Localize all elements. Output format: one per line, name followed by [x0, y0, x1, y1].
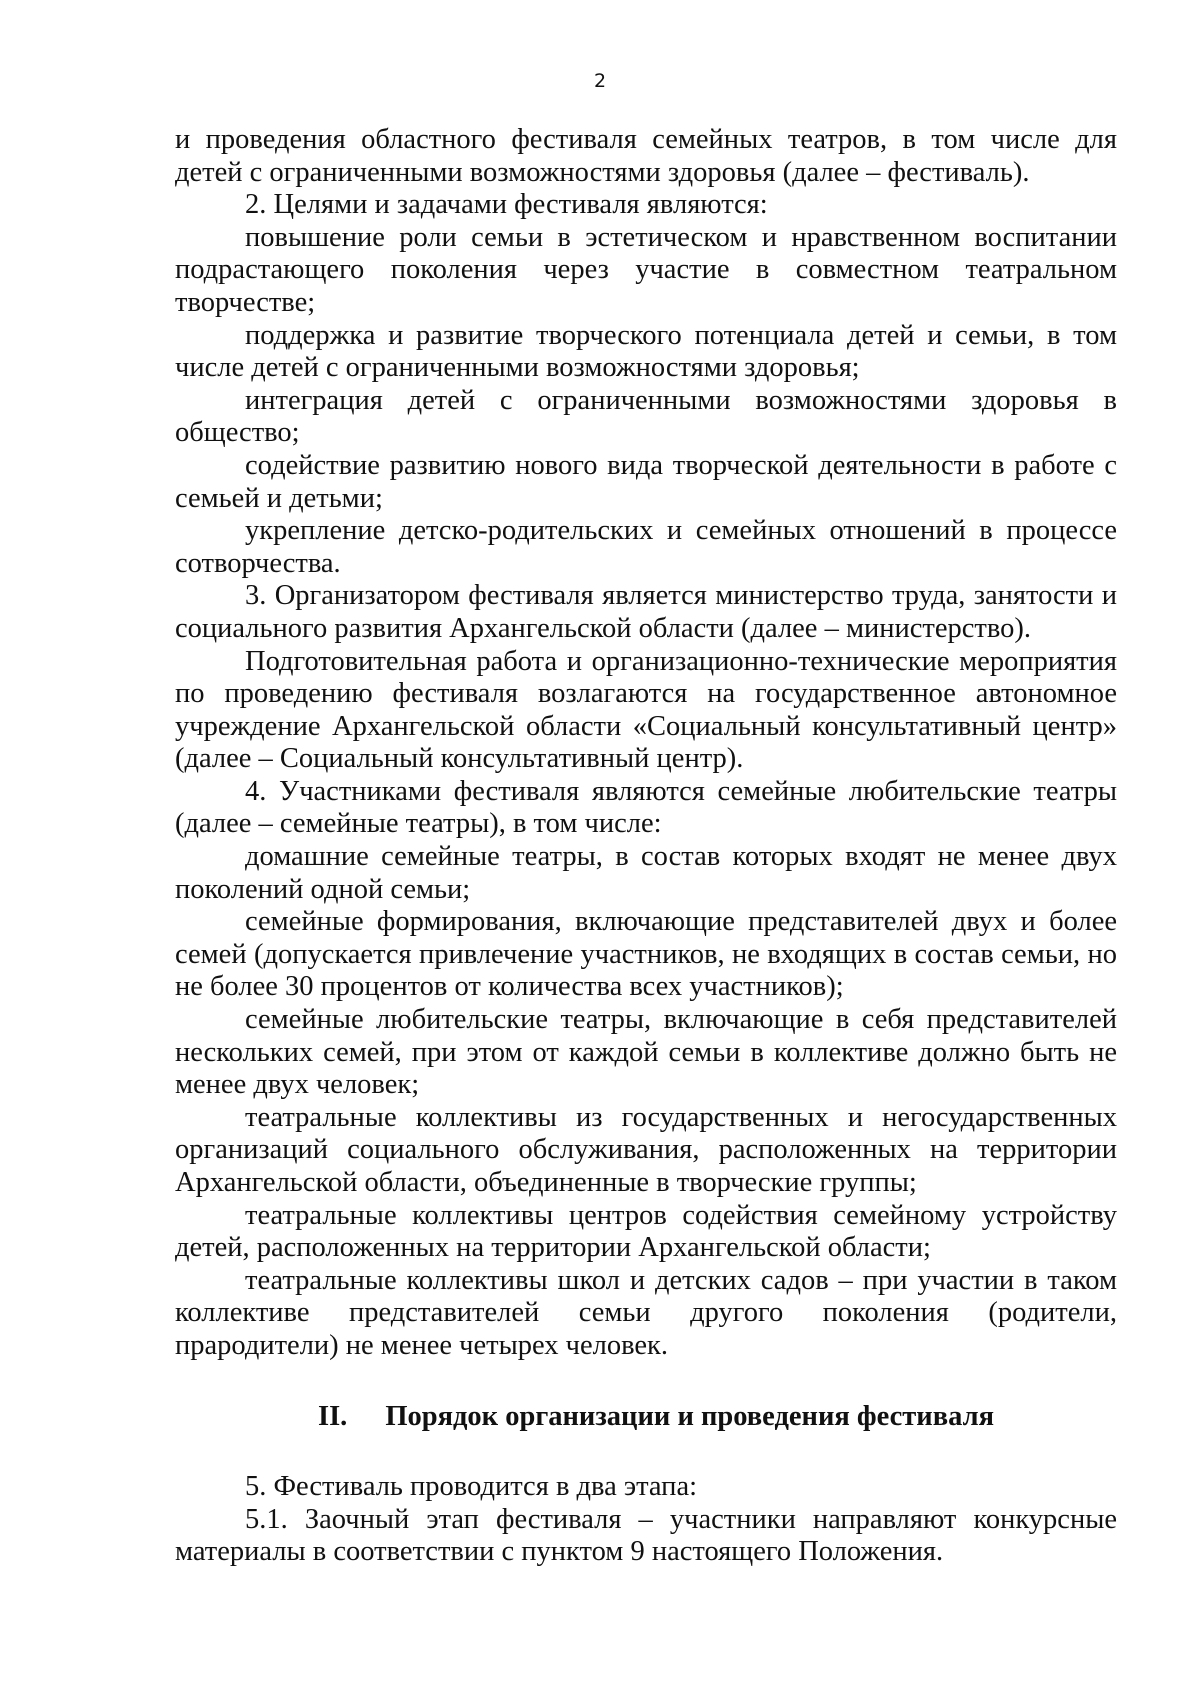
paragraph: Подготовительная работа и организационно-технические мероприятия по проведению фестиваля возлагаются на государственное автономное учреждение Архангельской области «Социальный консультативный центр» (далее – Социальный консультативный центр). [175, 645, 1117, 775]
document-body [175, 124, 1117, 1569]
section-heading [175, 1401, 1117, 1434]
paragraph: 4. Участниками фестиваля являются семейные любительские театры (далее – семейные театры), в том числе: [175, 775, 1117, 840]
section-title: Порядок организации и проведения фестиваля [385, 1400, 994, 1432]
paragraph: укрепление детско-родительских и семейных отношений в процессе сотворчества. [175, 515, 1117, 579]
paragraph: семейные формирования, включающие представителей двух и более семей (допускается привлечение участников, не входящих в состав семьи, но не более 30 процентов от количества всех участников); [175, 906, 1117, 1003]
paragraph: поддержка и развитие творческого потенциала детей и семьи, в том числе детей с ограниченными возможностями здоровья; [175, 319, 1117, 384]
paragraph: театральные коллективы школ и детских садов – при участии в таком коллективе представителей семьи другого поколения (родители, прародители) не менее четырех человек. [175, 1264, 1117, 1361]
paragraph: интеграция детей с ограниченными возможностями здоровья в общество; [175, 384, 1117, 449]
paragraph: и проведения областного фестиваля семейных театров, в том числе для детей с ограниченными возможностями здоровья (далее – фестиваль). [175, 124, 1117, 188]
paragraph: 2. Целями и задачами фестиваля являются: [245, 189, 768, 221]
paragraph: 3. Организатором фестиваля является министерство труда, занятости и социального развития Архангельской области (далее – министерство). [175, 580, 1117, 644]
paragraph: содействие развитию нового вида творческой деятельности в работе с семьей и детьми; [175, 449, 1117, 514]
section-number: II. [318, 1400, 348, 1432]
paragraph: театральные коллективы центров содействия семейному устройству детей, расположенных на территории Архангельской области; [175, 1199, 1117, 1264]
paragraph: 5. Фестиваль проводится в два этапа: [245, 1471, 698, 1503]
page-number: 2 [593, 70, 607, 92]
paragraph: повышение роли семьи в эстетическом и нравственном воспитании подрастающего поколения через участие в совместном театральном творчестве; [175, 221, 1117, 318]
paragraph: семейные любительские театры, включающие в себя представителей нескольких семей, при этом от каждой семьи в коллективе должно быть не менее двух человек; [175, 1004, 1117, 1101]
paragraph: 5.1. Заочный этап фестиваля – участники направляют конкурсные материалы в соответствии с пунктом 9 настоящего Положения. [175, 1503, 1117, 1568]
paragraph: домашние семейные театры, в состав которых входят не менее двух поколений одной семьи; [175, 841, 1117, 905]
paragraph: театральные коллективы из государственных и негосударственных организаций социального обслуживания, расположенных на территории Архангельской области, объединенные в творческие группы; [175, 1101, 1117, 1198]
paragraphs-before-heading [175, 124, 1117, 1363]
paragraphs-after-heading [175, 1471, 1117, 1569]
